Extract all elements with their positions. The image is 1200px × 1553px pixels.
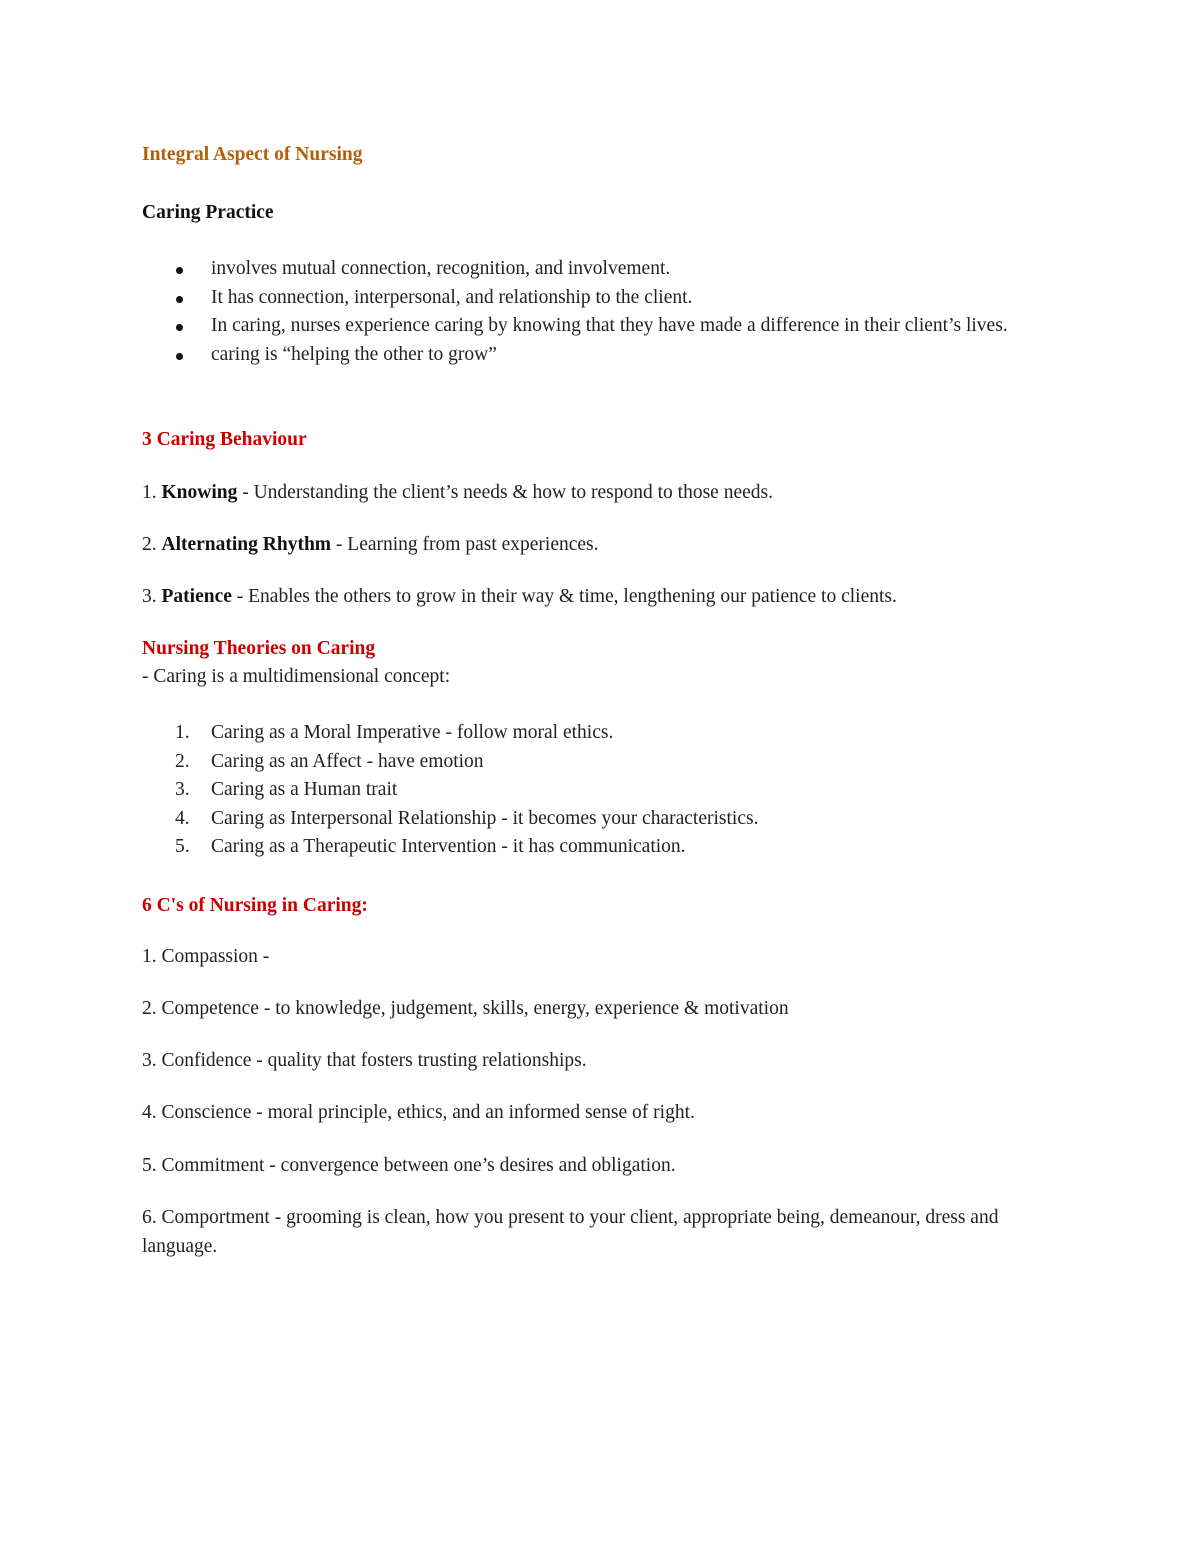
list-item: In caring, nurses experience caring by knowing that they have made a difference in their client’s lives. [142,312,1056,341]
caring-behaviour-item-3: 3. Patience - Enables the others to grow in their way & time, lengthening our patience to clients. [142,586,897,607]
six-cs-item: 6. Comportment - grooming is clean, how you present to your client, appropriate being, demeanour, dress and language. [142,1207,999,1257]
list-item: 5. Caring as a Therapeutic Intervention - it has communication. [175,836,686,857]
list-item: 3. Caring as a Human trait [175,779,398,800]
caring-behaviour-item-2: 2. Alternating Rhythm - Learning from past experiences. [142,534,599,555]
six-cs-item: 5. Commitment - convergence between one’s desires and obligation. [142,1155,676,1176]
bullet-icon [176,353,183,360]
six-cs-item: 3. Confidence - quality that fosters trusting relationships. [142,1050,587,1071]
caring-practice-heading: Caring Practice [142,202,274,223]
six-cs-item: 2. Competence - to knowledge, judgement, skills, energy, experience & motivation [142,998,789,1019]
caring-behaviour-item-1: 1. Knowing - Understanding the client’s needs & how to respond to those needs. [142,482,773,503]
list-item: 4. Caring as Interpersonal Relationship - it becomes your characteristics. [175,807,759,829]
nursing-theories-list [142,719,1062,862]
nursing-theories-heading: Nursing Theories on Caring [142,638,376,659]
caring-behaviour-heading: 3 Caring Behaviour [142,429,307,450]
list-item: caring is “helping the other to grow” [142,341,1062,370]
six-cs-item: 1. Compassion - [142,946,270,967]
bullet-icon [176,296,183,303]
list-item: 1. Caring as a Moral Imperative - follow moral ethics. [175,722,614,743]
six-cs-item: 4. Conscience - moral principle, ethics, and an informed sense of right. [142,1102,695,1123]
nursing-theories-intro: - Caring is a multidimensional concept: [142,666,451,687]
list-item: involves mutual connection, recognition, and involvement. [142,255,1062,284]
list-item: 2. Caring as an Affect - have emotion [175,750,484,772]
list-item: It has connection, interpersonal, and relationship to the client. [142,284,1062,313]
bullet-icon [176,324,183,331]
bullet-icon [176,267,183,274]
six-cs-heading: 6 C's of Nursing in Caring: [142,895,368,916]
main-heading: Integral Aspect of Nursing [142,144,363,165]
caring-practice-list [142,255,1062,369]
